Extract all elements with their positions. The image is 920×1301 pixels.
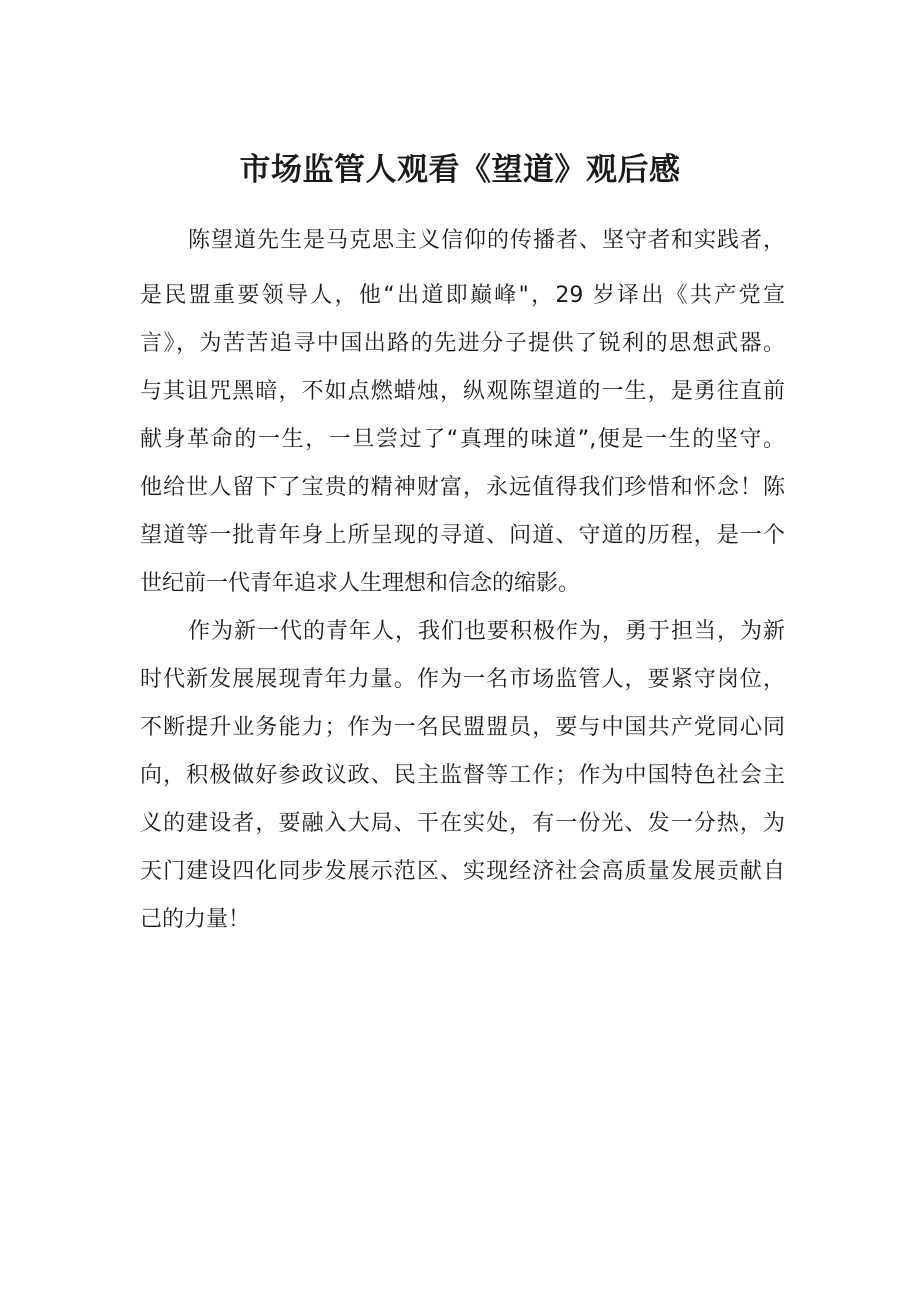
paragraph-1-line-1: 陈望道先生是马克思主义信仰的传播者、坚守者和实践者， xyxy=(188,228,785,253)
paragraph-1-line-6: 他给世人留下了宝贵的精神财富，永远值得我们珍惜和怀念！陈 xyxy=(140,475,785,500)
paragraph-2-line-7: 己的力量！ xyxy=(140,907,251,932)
paragraph-1-line-2: 是民盟重要领导人，他“出道即巅峰"，29 岁译出《共产党宣 xyxy=(140,283,785,308)
paragraph-1-line-3: 言》，为苦苦追寻中国出路的先进分子提供了锐利的思想武器。 xyxy=(140,331,785,356)
document-title: 市场监管人观看《望道》观后感 xyxy=(239,152,681,188)
paragraph-2-line-6: 天门建设四化同步发展示范区、实现经济社会高质量发展贡献自 xyxy=(140,859,785,884)
paragraph-2-line-4: 向，积极做好参政议政、民主监督等工作；作为中国特色社会主 xyxy=(140,763,785,788)
paragraph-2-line-1: 作为新一代的青年人，我们也要积极作为，勇于担当，为新 xyxy=(188,619,785,644)
paragraph-2-line-3: 不断提升业务能力；作为一名民盟盟员，要与中国共产党同心同 xyxy=(140,715,785,740)
paragraph-1-line-7: 望道等一批青年身上所呈现的寻道、问道、守道的历程，是一个 xyxy=(140,523,785,548)
paragraph-1-line-5: 献身革命的一生，一旦尝过了“真理的味道”,便是一生的坚守。 xyxy=(140,427,785,452)
paragraph-1-line-4: 与其诅咒黑暗，不如点燃蜡烛，纵观陈望道的一生，是勇往直前 xyxy=(140,379,785,404)
paragraph-2-line-5: 义的建设者，要融入大局、干在实处，有一份光、发一分热，为 xyxy=(140,811,785,836)
paragraph-1-line-8: 世纪前一代青年追求人生理想和信念的缩影。 xyxy=(140,571,581,596)
paragraph-2-line-2: 时代新发展展现青年力量。作为一名市场监管人，要紧守岗位， xyxy=(140,667,785,692)
